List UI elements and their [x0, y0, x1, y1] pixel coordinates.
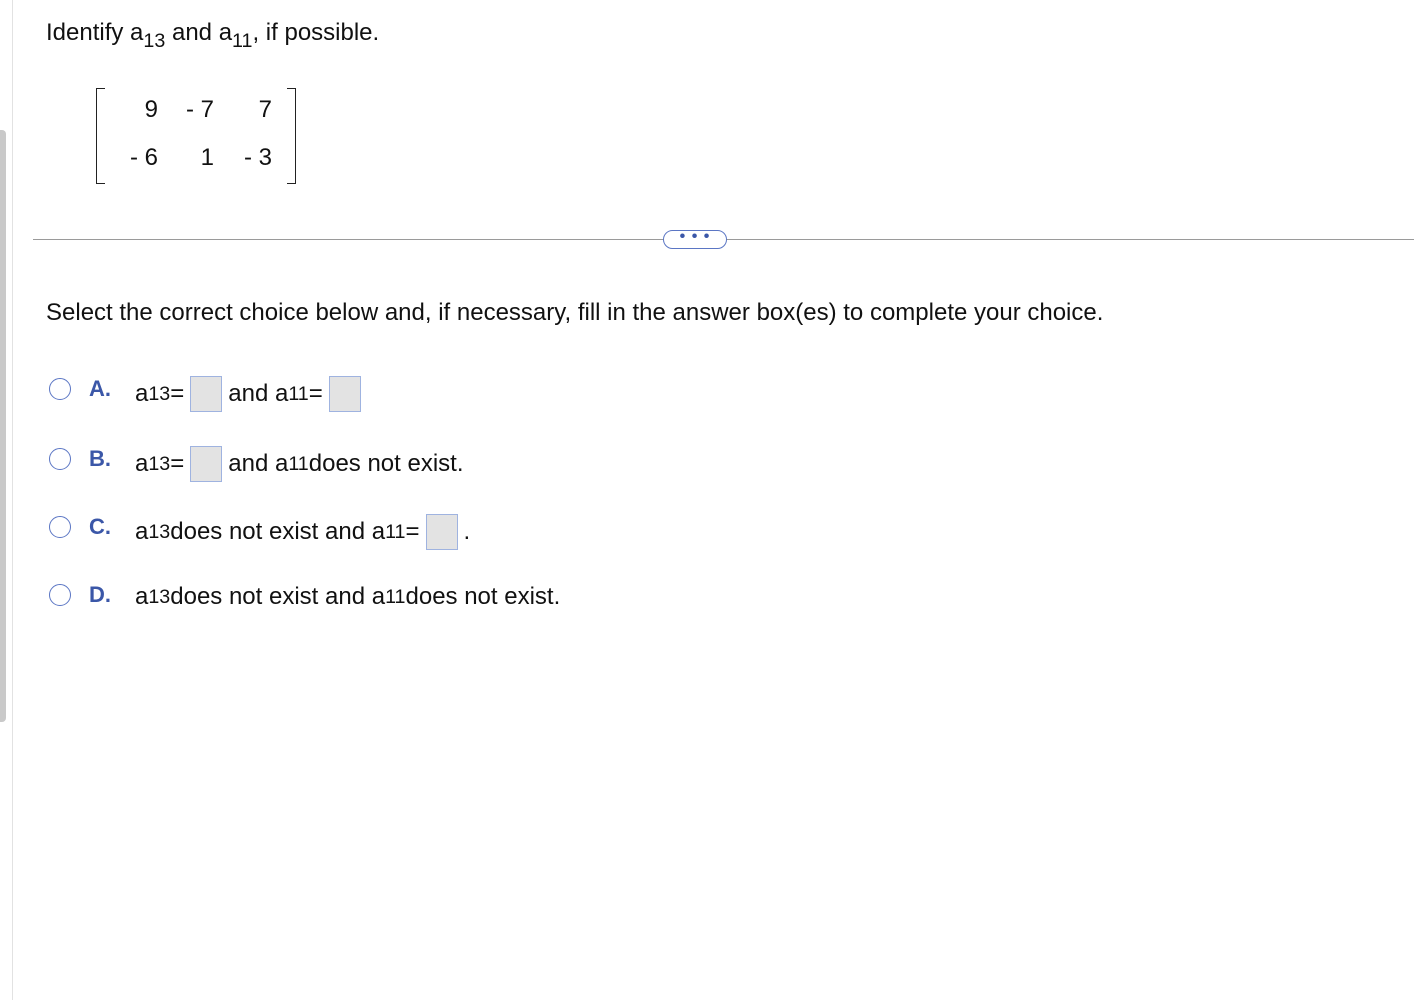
- choice-a-radio[interactable]: [49, 378, 71, 400]
- matrix-cell-2-1: - 6: [129, 144, 158, 171]
- matrix-cell-1-1: 9: [144, 96, 158, 123]
- matrix-cell-1-2: - 7: [185, 96, 214, 123]
- a11-input-box-c[interactable]: [426, 514, 458, 550]
- choice-c-radio[interactable]: [49, 516, 71, 538]
- choice-b-letter: B.: [89, 446, 111, 471]
- choice-c-letter: C.: [89, 514, 111, 539]
- question-text: Identify $a_{13}$ and $a_{11}$, if possible.: [46, 19, 380, 52]
- choice-a-letter: A.: [89, 376, 111, 401]
- choice-b-radio[interactable]: [49, 448, 71, 470]
- matrix-cell-2-3: - 3: [243, 144, 272, 171]
- a13-input-box-b[interactable]: [190, 446, 222, 482]
- matrix-cell-2-2: 1: [200, 144, 214, 171]
- matrix-right-bracket: [287, 88, 296, 184]
- choice-c-text: a 13 does not exist and a 11 = .: [135, 514, 470, 550]
- choice-d-letter: D.: [89, 582, 111, 607]
- matrix-cell-1-3: 7: [258, 96, 272, 123]
- scrollbar-thumb[interactable]: [0, 130, 6, 722]
- choice-a-text: a 13 = and a 11 =: [135, 376, 367, 412]
- choice-d-text: a 13 does not exist and a 11 does not exist.: [135, 583, 561, 610]
- choice-b-text: a 13 = and a 11 does not exist.: [135, 446, 464, 482]
- matrix-left-bracket: [96, 88, 105, 184]
- a11-input-box-a[interactable]: [329, 376, 361, 412]
- more-button[interactable]: • • •: [663, 230, 727, 249]
- matrix: [96, 88, 296, 184]
- instruction-text: Select the correct choice below and, if necessary, fill in the answer box(es) to complete your choice.: [46, 299, 1104, 326]
- left-scrollbar[interactable]: [0, 0, 13, 1000]
- a13-input-box-a[interactable]: [190, 376, 222, 412]
- choice-d-radio[interactable]: [49, 584, 71, 606]
